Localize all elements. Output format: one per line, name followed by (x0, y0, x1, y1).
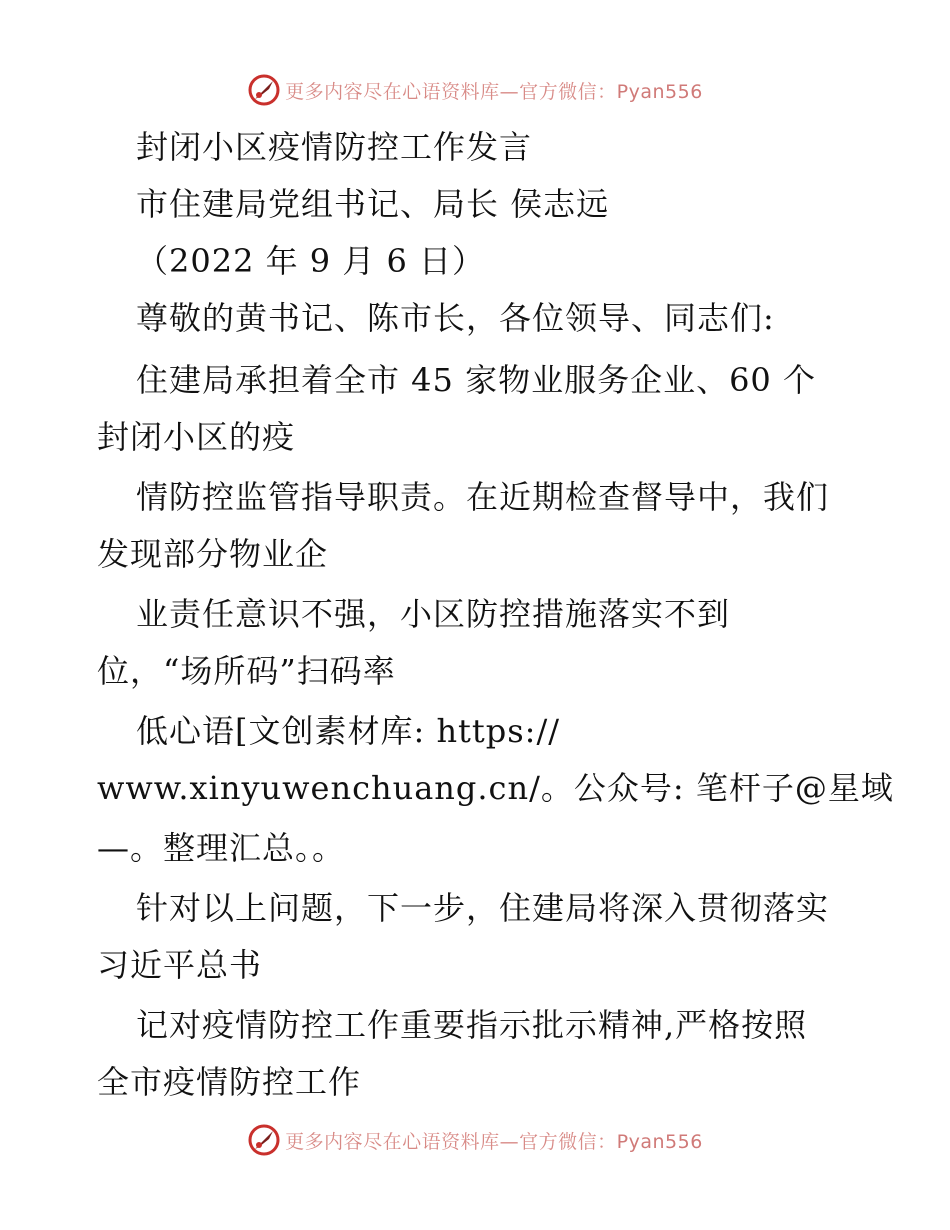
paragraph-line: —。整理汇总。。 (97, 829, 346, 867)
header-watermark-text: 更多内容尽在心语资料库—官方微信：Pyan556 (285, 80, 703, 103)
quill-logo-icon (247, 1123, 281, 1157)
paragraph-line: 低心语[文创素材库: https:// (136, 712, 561, 750)
header-watermark-banner (0, 70, 950, 110)
footer-watermark-banner (0, 1120, 950, 1160)
paragraph-line: 业责任意识不强，小区防控措施落实不到 (136, 595, 731, 633)
paragraph-line: 记对疫情防控工作重要指示批示精神,严格按照 (136, 1006, 808, 1044)
salutation: 尊敬的黄书记、陈市长，各位领导、同志们: (136, 299, 775, 337)
paragraph-line: 位，“场所码”扫码率 (97, 652, 396, 690)
paragraph-line: 全市疫情防控工作 (97, 1063, 362, 1101)
paragraph-line: 发现部分物业企 (97, 535, 329, 573)
author-line: 市住建局党组书记、局长 侯志远 (136, 185, 610, 223)
document-title: 封闭小区疫情防控工作发言 (136, 128, 533, 166)
paragraph-line: 情防控监管指导职责。在近期检查督导中，我们 (136, 478, 830, 516)
paragraph-line: 习近平总书 (97, 946, 263, 984)
footer-watermark-handle: Pyan556 (616, 1130, 703, 1153)
paragraph-line: 封闭小区的疫 (97, 418, 296, 456)
quill-logo-icon (247, 73, 281, 107)
date-line: （2022 年 9 月 6 日） (136, 242, 486, 280)
paragraph-line: 针对以上问题，下一步，住建局将深入贯彻落实 (136, 889, 830, 927)
header-watermark-handle: Pyan556 (616, 80, 703, 103)
footer-watermark-text: 更多内容尽在心语资料库—官方微信：Pyan556 (285, 1130, 703, 1153)
paragraph-line: www.xinyuwenchuang.cn/。公众号: 笔杆子@星域 (97, 769, 894, 807)
paragraph-line: 住建局承担着全市 45 家物业服务企业、60 个 (136, 361, 816, 399)
